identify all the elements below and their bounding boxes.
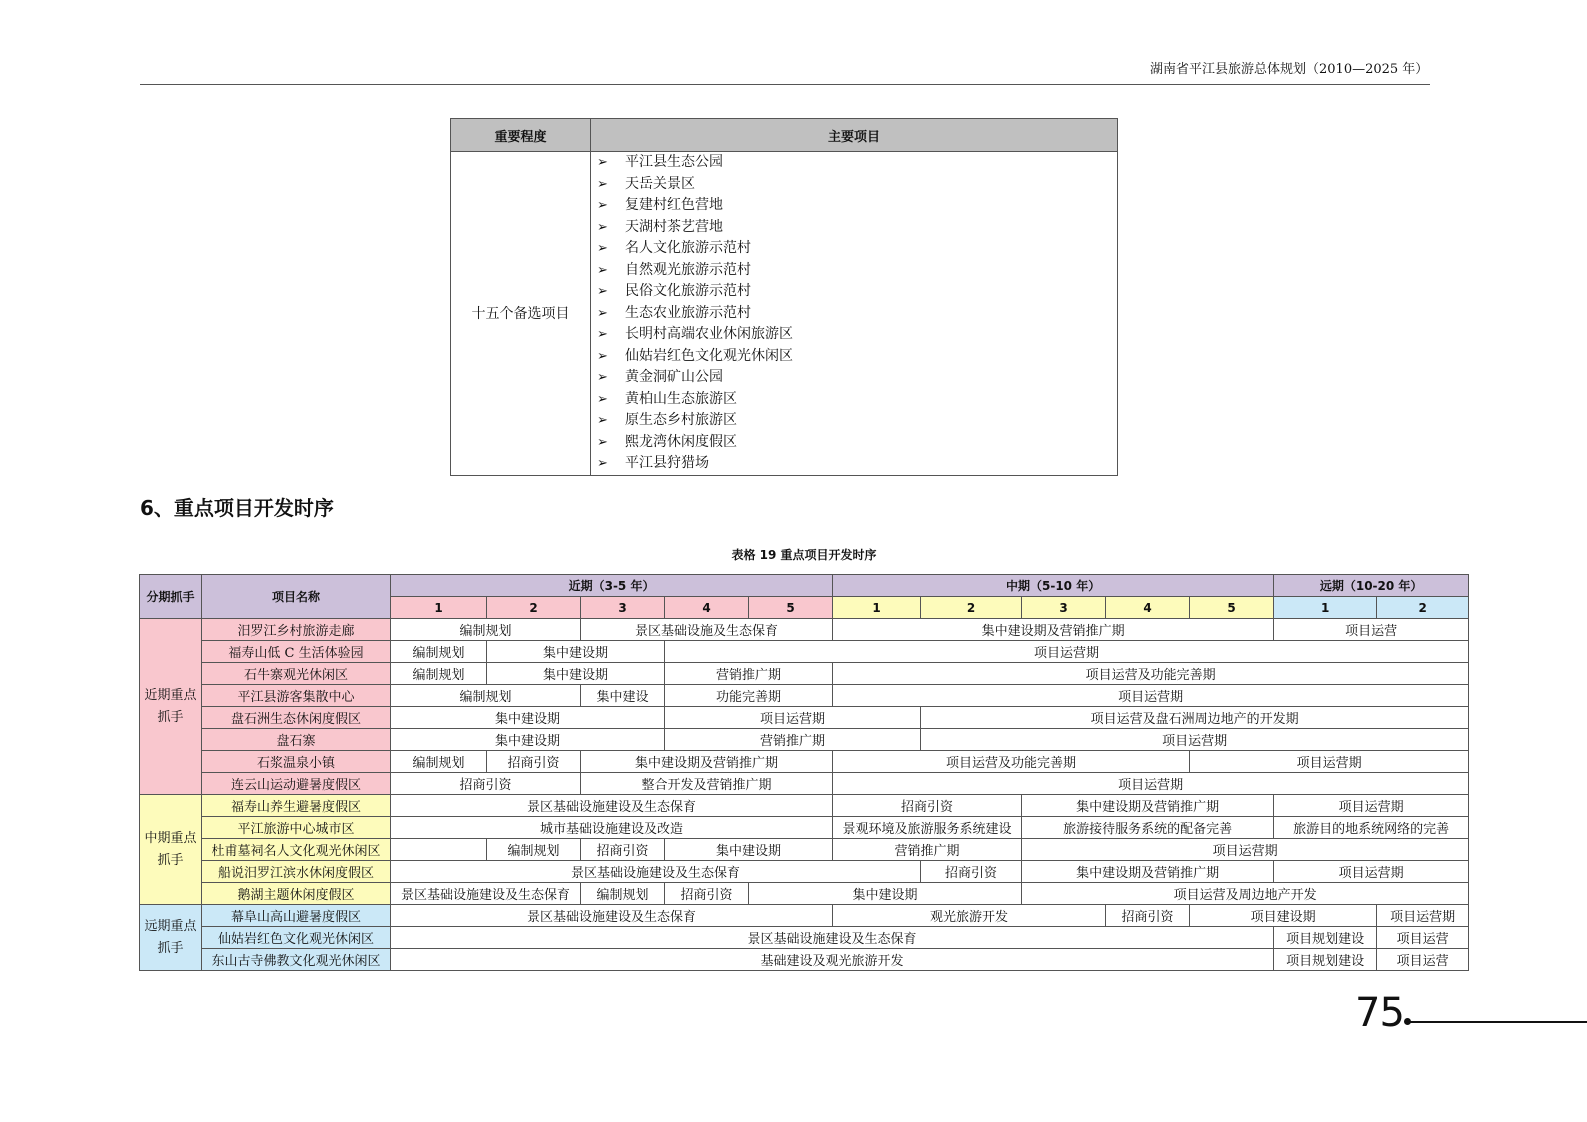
phase-cell: 城市基础设施建设及改造 (391, 817, 833, 839)
project-list-item (597, 346, 1117, 368)
project-list-item (597, 238, 1117, 260)
phase-cell: 编制规划 (391, 641, 487, 663)
phase-cell: 景区基础设施建设及生态保育 (391, 795, 833, 817)
table-row (140, 883, 1469, 905)
project-list-item (597, 281, 1117, 303)
phase-cell: 项目运营期 (1377, 905, 1469, 927)
project-name-cell: 船说汨罗江滨水休闲度假区 (202, 861, 391, 883)
table-row (140, 839, 1469, 861)
project-list-item (597, 432, 1117, 454)
project-name-cell: 连云山运动避暑度假区 (202, 773, 391, 795)
project-list-item-label: 平江县狩猎场 (625, 455, 709, 471)
project-list-item (597, 303, 1117, 325)
project-list-item-label: 生态农业旅游示范村 (625, 304, 751, 321)
project-list-item-label: 熙龙湾休闲度假区 (625, 433, 737, 450)
project-list-item-label: 民俗文化旅游示范村 (625, 283, 751, 299)
phase-cell: 景区基础设施建设及生态保育 (391, 883, 581, 905)
table-row (140, 729, 1469, 751)
arrow-bullet-icon: ➢ (597, 176, 608, 192)
project-list-item (597, 389, 1117, 411)
project-name-cell: 鹅湖主题休闲度假区 (202, 883, 391, 905)
phase-cell: 观光旅游开发 (833, 905, 1106, 927)
phase-cell: 功能完善期 (665, 685, 833, 707)
arrow-bullet-icon: ➢ (597, 456, 608, 471)
phase-cell: 整合开发及营销推广期 (581, 773, 833, 795)
year-header: 3 (581, 597, 665, 619)
table-row (140, 619, 1469, 641)
near-term-header: 近期（3-5 年） (391, 575, 833, 597)
phase-cell: 编制规划 (391, 685, 581, 707)
project-list-item (597, 410, 1117, 432)
project-name-cell: 幕阜山高山避暑度假区 (202, 905, 391, 927)
project-list-item-label: 自然观光旅游示范村 (625, 261, 751, 278)
phase-cell: 集中建设期及营销推广期 (833, 619, 1274, 641)
phase-cell: 集中建设期及营销推广期 (1022, 861, 1274, 883)
year-header: 1 (1274, 597, 1377, 619)
phase-cell: 项目运营期 (1274, 861, 1469, 883)
table-row (140, 927, 1469, 949)
phase-cell: 营销推广期 (665, 663, 833, 685)
phase-cell: 项目运营期 (665, 641, 1469, 663)
table-row (140, 795, 1469, 817)
phase-cell: 景区基础设施及生态保育 (581, 619, 833, 641)
phase-cell: 项目运营期 (833, 773, 1469, 795)
arrow-bullet-icon: ➢ (597, 241, 608, 256)
project-name-cell: 东山古寺佛教文化观光休闲区 (202, 949, 391, 971)
table-row (140, 817, 1469, 839)
phase-cell: 项目运营及周边地产开发 (1022, 883, 1469, 905)
project-name-cell: 石牛寨观光休闲区 (202, 663, 391, 685)
running-header: 湖南省平江县旅游总体规划（2010—2025 年） (1150, 62, 1429, 77)
phase-cell: 项目规划建设 (1274, 949, 1377, 971)
phase-cell: 项目运营期 (833, 685, 1469, 707)
phase-cell: 项目运营 (1377, 927, 1469, 949)
table-row (140, 905, 1469, 927)
project-list-item (597, 174, 1117, 196)
phase-cell: 项目运营期 (665, 707, 921, 729)
project-name-cell: 盘石洲生态休闲度假区 (202, 707, 391, 729)
table-caption: 表格 19 重点项目开发时序 (731, 548, 877, 562)
phase-cell: 集中建设期 (391, 707, 665, 729)
phase-cell: 集中建设期及营销推广期 (581, 751, 833, 773)
project-list-item-label: 黄金洞矿山公园 (625, 369, 723, 385)
project-list-item-label: 长明村高端农业休闲旅游区 (625, 326, 793, 342)
phase-cell: 集中建设 (581, 685, 665, 707)
year-header: 3 (1022, 597, 1106, 619)
phase-cell: 集中建设期 (665, 839, 833, 861)
mid-term-header: 中期（5-10 年） (833, 575, 1274, 597)
table-row (140, 663, 1469, 685)
phase-cell: 基础建设及观光旅游开发 (391, 949, 1274, 971)
phase-cell: 集中建设期 (487, 641, 665, 663)
phase-cell: 项目规划建设 (1274, 927, 1377, 949)
table-row (140, 861, 1469, 883)
year-header: 4 (1106, 597, 1190, 619)
phase-cell: 景区基础设施建设及生态保育 (391, 861, 921, 883)
project-list-item-label: 原生态乡村旅游区 (625, 412, 737, 428)
phase-cell: 编制规划 (581, 883, 665, 905)
section-title: 6、重点项目开发时序 (140, 496, 334, 520)
phase-cell: 招商引资 (665, 883, 749, 905)
phase-cell: 集中建设期 (487, 663, 665, 685)
arrow-bullet-icon: ➢ (597, 305, 608, 321)
project-name-cell: 福寿山低 C 生活体验园 (202, 641, 391, 663)
table-row (140, 641, 1469, 663)
arrow-bullet-icon: ➢ (597, 219, 608, 235)
arrow-bullet-icon: ➢ (597, 155, 608, 170)
stage-group-cell: 近期重点抓手 (140, 619, 202, 795)
project-name-cell: 杜甫墓祠名人文化观光休闲区 (202, 839, 391, 861)
phase-cell: 编制规划 (391, 619, 581, 641)
phase-cell: 项目运营期 (1190, 751, 1469, 773)
arrow-bullet-icon: ➢ (597, 348, 608, 364)
phase-cell: 景区基础设施建设及生态保育 (391, 905, 833, 927)
phase-cell: 编制规划 (391, 751, 487, 773)
project-list-item (597, 324, 1117, 346)
phase-cell: 招商引资 (487, 751, 581, 773)
phase-cell: 项目运营期 (921, 729, 1469, 751)
table-row (140, 949, 1469, 971)
arrow-bullet-icon: ➢ (597, 434, 608, 450)
phase-cell: 营销推广期 (833, 839, 1022, 861)
phase-cell: 项目运营 (1377, 949, 1469, 971)
page-number-line (1408, 1021, 1587, 1023)
phase-cell: 旅游接待服务系统的配备完善 (1022, 817, 1274, 839)
page-number: 75 (1355, 990, 1404, 1036)
phase-cell: 招商引资 (1106, 905, 1190, 927)
col-projects-header: 主要项目 (591, 119, 1118, 152)
year-header: 2 (487, 597, 581, 619)
year-header: 4 (665, 597, 749, 619)
phase-cell: 集中建设期 (391, 729, 665, 751)
project-list-item (597, 453, 1117, 475)
phase-cell: 景区基础设施建设及生态保育 (391, 927, 1274, 949)
phase-cell: 项目运营及盘石洲周边地产的开发期 (921, 707, 1469, 729)
phase-cell: 项目运营期 (1022, 839, 1469, 861)
project-list-item (597, 367, 1117, 389)
project-name-cell: 平江县游客集散中心 (202, 685, 391, 707)
year-header: 2 (921, 597, 1022, 619)
phase-cell: 招商引资 (833, 795, 1022, 817)
year-header: 1 (833, 597, 921, 619)
year-header: 5 (749, 597, 833, 619)
project-list-item-label: 复建村红色营地 (625, 197, 723, 213)
phase-cell: 景观环境及旅游服务系统建设 (833, 817, 1022, 839)
phase-cell: 项目运营期 (1274, 795, 1469, 817)
phase-cell: 项目运营及功能完善期 (833, 663, 1469, 685)
project-name-cell: 盘石寨 (202, 729, 391, 751)
col-importance-header: 重要程度 (451, 119, 591, 152)
arrow-bullet-icon: ➢ (597, 391, 608, 407)
arrow-bullet-icon: ➢ (597, 413, 608, 428)
table-row (140, 685, 1469, 707)
phase-cell: 旅游目的地系统网络的完善 (1274, 817, 1469, 839)
project-list-item-label: 名人文化旅游示范村 (625, 240, 751, 256)
far-term-header: 远期（10-20 年） (1274, 575, 1469, 597)
phase-cell: 项目运营及功能完善期 (833, 751, 1190, 773)
arrow-bullet-icon: ➢ (597, 198, 608, 213)
col-stage-header: 分期抓手 (140, 575, 202, 619)
phase-cell (391, 839, 487, 861)
project-list-item-label: 天湖村茶艺营地 (625, 218, 723, 235)
phase-cell: 项目运营 (1274, 619, 1469, 641)
phase-cell: 编制规划 (391, 663, 487, 685)
phase-cell: 招商引资 (921, 861, 1022, 883)
project-name-cell: 石浆温泉小镇 (202, 751, 391, 773)
project-list-item (597, 152, 1117, 174)
year-header: 1 (391, 597, 487, 619)
phase-cell: 招商引资 (391, 773, 581, 795)
project-name-cell: 平江旅游中心城市区 (202, 817, 391, 839)
project-list-item (597, 217, 1117, 239)
candidate-projects-table (450, 118, 1118, 476)
table-row (140, 751, 1469, 773)
arrow-bullet-icon: ➢ (597, 327, 608, 342)
project-list-item (597, 260, 1117, 282)
importance-cell: 十五个备选项目 (451, 152, 591, 476)
project-list-item-label: 平江县生态公园 (625, 154, 723, 170)
header-rule (140, 84, 1430, 85)
year-header: 5 (1190, 597, 1274, 619)
project-name-cell: 汨罗江乡村旅游走廊 (202, 619, 391, 641)
project-list-item-label: 黄柏山生态旅游区 (625, 390, 737, 407)
schedule-table (139, 574, 1469, 971)
phase-cell: 编制规划 (487, 839, 581, 861)
project-list-item-label: 天岳关景区 (625, 175, 695, 192)
phase-cell: 项目建设期 (1190, 905, 1377, 927)
table-row (140, 707, 1469, 729)
arrow-bullet-icon: ➢ (597, 262, 608, 278)
project-name-cell: 仙姑岩红色文化观光休闲区 (202, 927, 391, 949)
stage-group-cell: 远期重点抓手 (140, 905, 202, 971)
project-name-cell: 福寿山养生避暑度假区 (202, 795, 391, 817)
arrow-bullet-icon: ➢ (597, 284, 608, 299)
table-row (140, 773, 1469, 795)
project-list (597, 152, 1117, 475)
phase-cell: 集中建设期 (749, 883, 1022, 905)
year-header: 2 (1377, 597, 1469, 619)
stage-group-cell: 中期重点抓手 (140, 795, 202, 905)
arrow-bullet-icon: ➢ (597, 370, 608, 385)
col-name-header: 项目名称 (202, 575, 391, 619)
project-list-item (597, 195, 1117, 217)
phase-cell: 营销推广期 (665, 729, 921, 751)
phase-cell: 集中建设期及营销推广期 (1022, 795, 1274, 817)
phase-cell: 招商引资 (581, 839, 665, 861)
project-list-item-label: 仙姑岩红色文化观光休闲区 (625, 347, 793, 364)
